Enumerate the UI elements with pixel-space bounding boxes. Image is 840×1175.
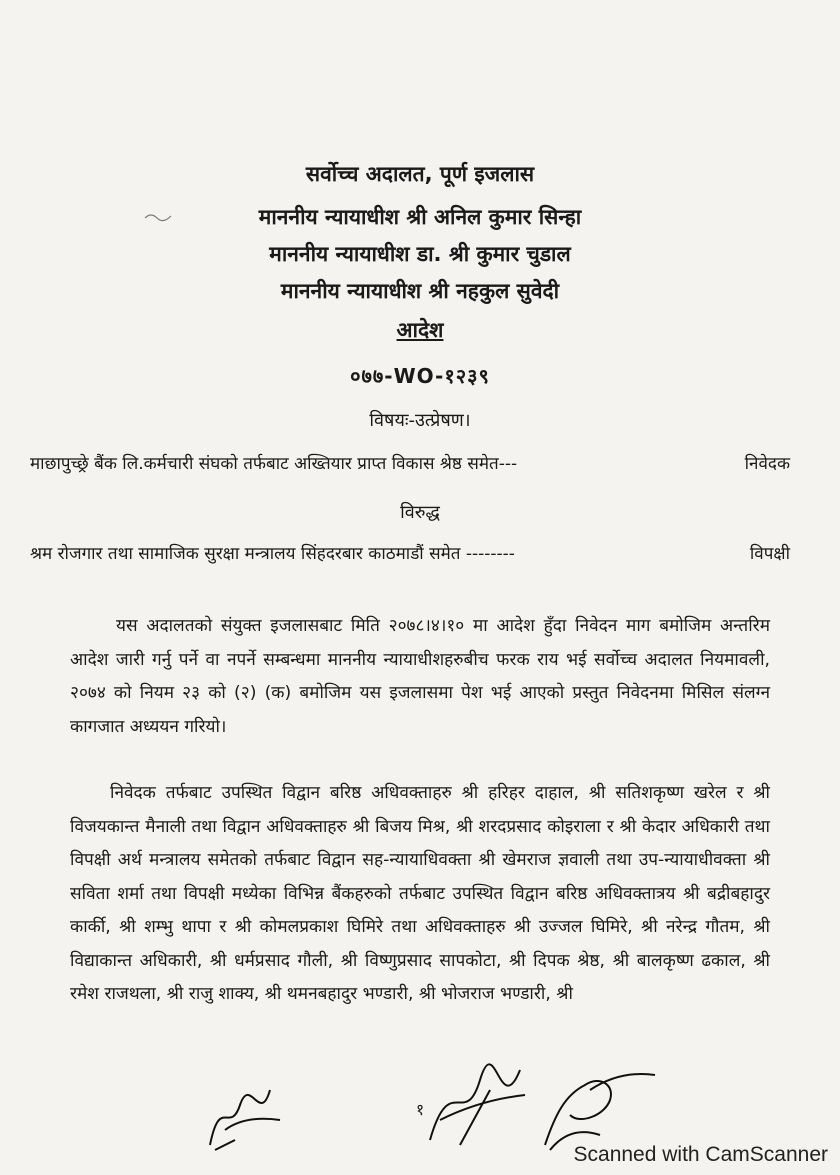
- page-number: १: [415, 1100, 425, 1119]
- paragraph-2: निवेदक तर्फबाट उपस्थित विद्वान बरिष्ठ अधिवक्ताहरु श्री हरिहर दाहाल, श्री सतिशकृष्ण खरेल र श्री विजयकान्त मैनाली तथा विद्वान अधिवक्ताहरु श्री बिजय मिश्र, श्री शरदप्रसाद कोइराला र श्री केदार अधिकारी तथा विपक्षी अर्थ मन्त्रालय समेतको तर्फबाट विद्वान सह-न्यायाधिवक्ता श्री खेमराज ज्ञवाली तथा उप-न्यायाधीवक्ता श्री सविता शर्मा तथा विपक्षी मध्येका विभिन्न बैंकहरुको तर्फबाट उपस्थित विद्वान बरिष्ठ अधिवक्तात्रय श्री बद्रीबहादुर कार्की, श्री शम्भु थापा र श्री कोमलप्रकाश घिमिरे तथा अधिवक्ताहरु श्री उज्जल घिमिरे, श्री नरेन्द्र गौतम, श्री विद्याकान्त अधिकारी, श्री धर्मप्रसाद गौली, श्री विष्णुप्रसाद सापकोटा, श्री दिपक श्रेष्ठ, श्री बालकृष्ण ढकाल, श्री रमेश राजथला, श्री राजु शाक्य, श्री थमनबहादुर भण्डारी, श्री भोजराज भण्डारी, श्री: [70, 783, 770, 1004]
- subject-line: विषयः-उत्प्रेषण।: [369, 410, 471, 431]
- petitioner-line: [30, 451, 810, 474]
- justice-line-1: माननीय न्यायाधीश श्री अनिल कुमार सिन्हा: [258, 205, 582, 229]
- scan-speck-icon: [143, 210, 173, 224]
- petitioner-text: माछापुच्छ्रे बैंक लि.कर्मचारी संघको तर्फबाट अख्तियार प्राप्त विकास श्रेष्ठ समेत---: [30, 454, 518, 474]
- paragraph-1: यस अदालतको संयुक्त इजलासबाट मिति २०७८।४।१० मा आदेश हुँदा निवेदन माग बमोजिम अन्तरिम आदेश जारी गर्नु पर्ने वा नपर्ने सम्बन्धमा माननीय न्यायाधीशहरुबीच फरक राय भई सर्वोच्च अदालत नियमावली, २०७४ को नियम २३ को (२) (क) बमोजिम यस इजलासमा पेश भई आएको प्रस्तुत निवेदनमा मिसिल संलग्न कागजात अध्ययन गरियो।: [70, 616, 770, 737]
- court-heading: सर्वोच्च अदालत, पूर्ण इजलास: [305, 162, 535, 186]
- case-number: ०७७-WO-१२३९: [350, 364, 490, 388]
- scanner-watermark: Scanned with CamScanner: [573, 1143, 828, 1166]
- respondent-text: श्रम रोजगार तथा सामाजिक सुरक्षा मन्त्रालय सिंहदरबार काठमाडौं समेत --------: [30, 544, 515, 564]
- versus-label: विरुद्ध: [400, 502, 440, 523]
- order-title: आदेश: [396, 318, 444, 342]
- respondent-line: [30, 541, 810, 564]
- respondent-role: विपक्षी: [749, 544, 790, 564]
- petitioner-role: निवेदक: [744, 454, 790, 474]
- justice-line-2: माननीय न्यायाधीश डा. श्री कुमार चुडाल: [269, 242, 571, 266]
- justice-line-3: माननीय न्यायाधीश श्री नहकुल सुवेदी: [280, 279, 560, 303]
